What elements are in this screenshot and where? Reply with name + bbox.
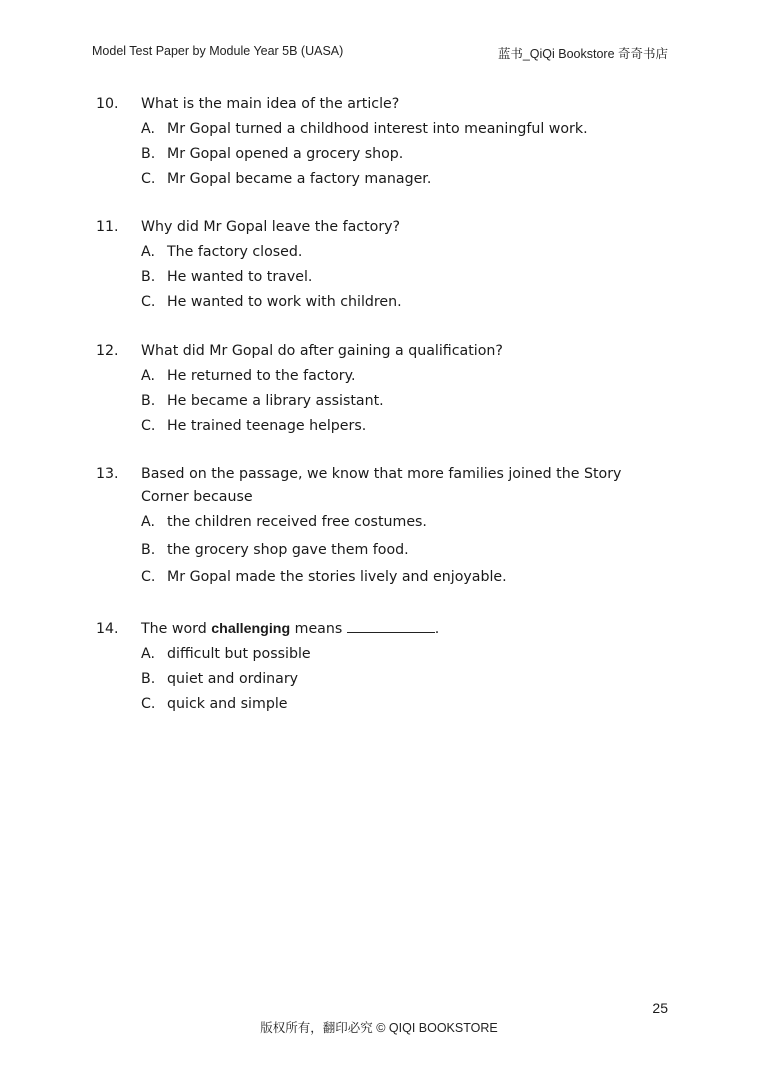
question-11 [96,216,676,314]
stem-text: means [290,621,343,637]
option-text: the grocery shop gave them food. [167,542,409,558]
option-text: The factory closed. [167,244,303,260]
option-text: He trained teenage helpers. [167,418,367,434]
option-a[interactable] [141,511,661,534]
option-letter: A. [141,121,155,137]
copyright-footer: 版权所有，翻印必究 © QIQI BOOKSTORE [260,1021,498,1035]
option-b[interactable] [141,266,676,289]
option-text: Mr Gopal turned a childhood interest into meaningful work. [167,121,588,137]
option-text: difficult but possible [167,646,311,662]
option-letter: A. [141,368,155,384]
option-b[interactable] [141,143,676,166]
question-stem: What is the main idea of the article? [141,96,400,112]
option-letter: B. [141,542,156,558]
option-text: He wanted to travel. [167,269,313,285]
option-letter: C. [141,569,156,585]
stem-text: The word [141,621,212,637]
option-letter: B. [141,269,156,285]
question-stem [141,618,676,641]
question-10 [96,93,676,191]
option-text: the children received free costumes. [167,514,427,530]
option-text: Mr Gopal made the stories lively and enjoyable. [167,569,507,585]
option-a[interactable] [141,365,676,388]
option-c[interactable] [141,168,676,191]
question-number: 13. [96,466,119,482]
question-12 [96,340,676,438]
option-a[interactable] [141,118,676,141]
page-number: 25 [652,1000,668,1016]
question-stem: What did Mr Gopal do after gaining a qualification? [141,343,503,359]
option-letter: A. [141,514,155,530]
option-letter: C. [141,418,156,434]
option-b[interactable] [141,539,661,562]
option-text: He returned to the factory. [167,368,356,384]
option-text: quiet and ordinary [167,671,299,687]
option-text: Mr Gopal opened a grocery shop. [167,146,404,162]
option-text: He wanted to work with children. [167,294,402,310]
option-a[interactable] [141,643,676,666]
option-a[interactable] [141,241,676,264]
question-number: 10. [96,96,119,112]
question-stem: Based on the passage, we know that more families joined the Story Corner because [141,466,622,505]
option-letter: A. [141,646,155,662]
question-number: 12. [96,343,119,359]
keyword: challenging [211,621,291,637]
option-text: He became a library assistant. [167,393,384,409]
question-number: 11. [96,219,119,235]
option-letter: C. [141,696,156,712]
option-text: quick and simple [167,696,288,712]
option-b[interactable] [141,390,676,413]
question-stem: Why did Mr Gopal leave the factory? [141,219,401,235]
option-letter: B. [141,393,156,409]
option-b[interactable] [141,668,676,691]
option-text: Mr Gopal became a factory manager. [167,171,432,187]
question-14 [96,618,676,716]
question-number: 14. [96,621,119,637]
option-letter: B. [141,671,156,687]
answer-blank[interactable] [347,618,435,633]
page-header [92,44,668,64]
header-publisher: 蓝书_QiQi Bookstore 奇奇书店 [497,47,668,61]
option-c[interactable] [141,693,676,716]
option-letter: C. [141,294,156,310]
option-letter: B. [141,146,156,162]
stem-end: . [434,621,440,637]
option-c[interactable] [141,566,661,589]
option-letter: C. [141,171,156,187]
option-c[interactable] [141,415,676,438]
header-title: Model Test Paper by Module Year 5B (UASA) [92,44,344,58]
option-c[interactable] [141,291,676,314]
option-letter: A. [141,244,155,260]
question-13 [96,463,661,589]
